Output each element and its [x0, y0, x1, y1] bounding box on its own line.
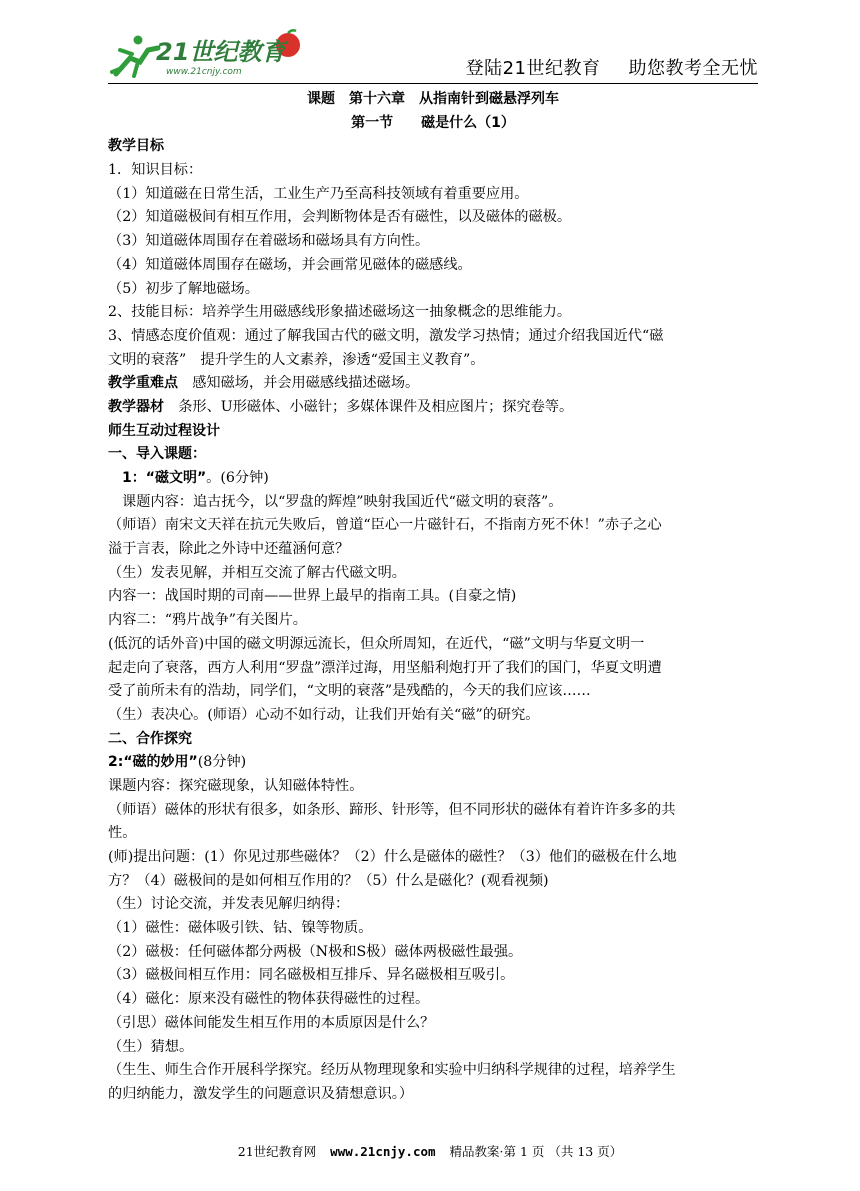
text-line: 一、导入课题：	[108, 446, 206, 463]
text-line: 第一节 磁是什么（1）	[351, 114, 515, 131]
text-line: 文明的衰落” 提升学生的人文素养，渗透“爱国主义教育”。	[108, 351, 485, 368]
text-line: 起走向了衰落，西方人利用“罗盘”漂洋过海，用坚船利炮打开了我们的国门，华夏文明遭	[108, 659, 662, 676]
logo	[108, 28, 308, 80]
text-line: （5）初步了解地磁场。	[108, 280, 259, 297]
text-line: 方？（4）磁极间的是如何相互作用的？（5）什么是磁化？(观看视频)	[108, 872, 549, 889]
text-line: （引思）磁体间能发生相互作用的本质原因是什么？	[108, 1014, 435, 1031]
logo-text: 21世纪教育	[156, 38, 286, 66]
text-line: （生）表决心。(师语）心动不如行动，让我们开始有关“磁”的研究。	[108, 706, 540, 723]
footer-page-info: 精品教案·第 1 页 （共 13 页）	[449, 1144, 623, 1159]
page-footer	[0, 1142, 860, 1160]
text-line: 课题内容：探究磁现象，认知磁体特性。	[108, 777, 364, 794]
line-heading: 教学器材	[108, 398, 164, 415]
text-line	[108, 372, 758, 396]
header-slogan	[438, 54, 758, 80]
text-line: 内容二：“鸦片战争”有关图片。	[108, 612, 307, 629]
text-line: （生）讨论交流，并发表见解归纳得：	[108, 896, 350, 913]
line-text: 条形、U形磁体、小磁针；多媒体课件及相应图片；探究卷等。	[164, 398, 574, 415]
line-text: 。(6分钟)	[206, 470, 269, 486]
text-line: 课题内容：追古抚今，以“罗盘的辉煌”映射我国近代“磁文明的衰落”。	[122, 493, 563, 510]
text-line: 1．知识目标：	[108, 162, 203, 179]
text-line: (低沉的话外音)中国的磁文明源远流长，但众所周知，在近代，“磁”文明与华夏文明一	[108, 635, 645, 652]
text-line: 3、情感态度价值观：通过了解我国古代的磁文明，激发学习热情；通过介绍我国近代“磁	[108, 327, 664, 344]
text-line: （师语）南宋文天祥在抗元失败后，曾道“臣心一片磁针石，不指南方死不休！”赤子之心	[108, 517, 662, 534]
text-line: （生）发表见解，并相互交流了解古代磁文明。	[108, 564, 406, 581]
text-line: （2）磁极：任何磁体都分两极（N极和S极）磁体两极磁性最强。	[108, 943, 523, 960]
text-line: （2）知道磁极间有相互作用，会判断物体是否有磁性，以及磁体的磁极。	[108, 209, 572, 226]
text-line: 师生互动过程设计	[108, 422, 220, 439]
text-line: （生生、师生合作开展科学探究。经历从物理现象和实验中归纳科学规律的过程，培养学生	[108, 1062, 676, 1079]
footer-url: www.21cnjy.com	[330, 1144, 436, 1159]
text-line	[108, 396, 758, 420]
text-line: 教学目标	[108, 138, 164, 155]
line-heading: 2:“磁的妙用”	[108, 754, 198, 771]
text-line: 内容一：战国时期的司南——世界上最早的指南工具。(自豪之情)	[108, 588, 517, 605]
text-line: （4）磁化：原来没有磁性的物体获得磁性的过程。	[108, 991, 430, 1008]
text-line: 溢于言表，除此之外诗中还蕴涵何意？	[108, 541, 350, 558]
line-heading: 教学重难点	[108, 375, 178, 392]
document-body	[108, 88, 758, 1107]
text-line: 受了前所未有的浩劫，同学们，“文明的衰落”是残酷的，今天的我们应该……	[108, 683, 591, 700]
footer-site: 21世纪教育网	[237, 1144, 317, 1159]
text-line: （3）知道磁体周围存在着磁场和磁场具有方向性。	[108, 233, 430, 250]
text-line: （3）磁极间相互作用：同名磁极相互排斥、异名磁极相互吸引。	[108, 967, 515, 984]
text-line	[108, 751, 758, 775]
header-divider	[108, 83, 758, 84]
text-line: 2、技能目标：培养学生用磁感线形象描述磁场这一抽象概念的思维能力。	[108, 304, 572, 321]
line-text: 感知磁场，并会用磁感线描述磁场。	[178, 375, 420, 392]
slogan-help: 助您教考全无忧	[628, 58, 758, 79]
text-line: （1）磁性：磁体吸引铁、钴、镍等物质。	[108, 920, 373, 937]
text-line: （1）知道磁在日常生活，工业生产乃至高科技领域有着重要应用。	[108, 185, 529, 202]
line-heading: 1：“磁文明”	[122, 470, 207, 486]
text-line: 性。	[108, 825, 137, 842]
running-figure-icon	[112, 36, 158, 77]
slogan-login: 登陆21世纪教育	[465, 58, 601, 79]
text-line: （师语）磁体的形状有很多，如条形、蹄形、针形等，但不同形状的磁体有着许许多多的共	[108, 801, 676, 818]
text-line: （生）猜想。	[108, 1038, 194, 1055]
logo-url: www.21cnjy.com	[166, 67, 242, 77]
text-line	[108, 467, 758, 491]
text-line: (师)提出问题：(1）你见过那些磁体？（2）什么是磁体的磁性？（3）他们的磁极在什么地	[108, 849, 677, 865]
text-line: 二、合作探究	[108, 730, 192, 747]
line-text: (8分钟)	[197, 754, 247, 771]
text-line: （4）知道磁体周围存在磁场，并会画常见磁体的磁感线。	[108, 256, 472, 273]
page-header	[108, 28, 758, 84]
text-line: 课题 第十六章 从指南针到磁悬浮列车	[307, 91, 559, 107]
text-line: 的归纳能力，激发学生的问题意识及猜想意识。）	[108, 1085, 414, 1102]
